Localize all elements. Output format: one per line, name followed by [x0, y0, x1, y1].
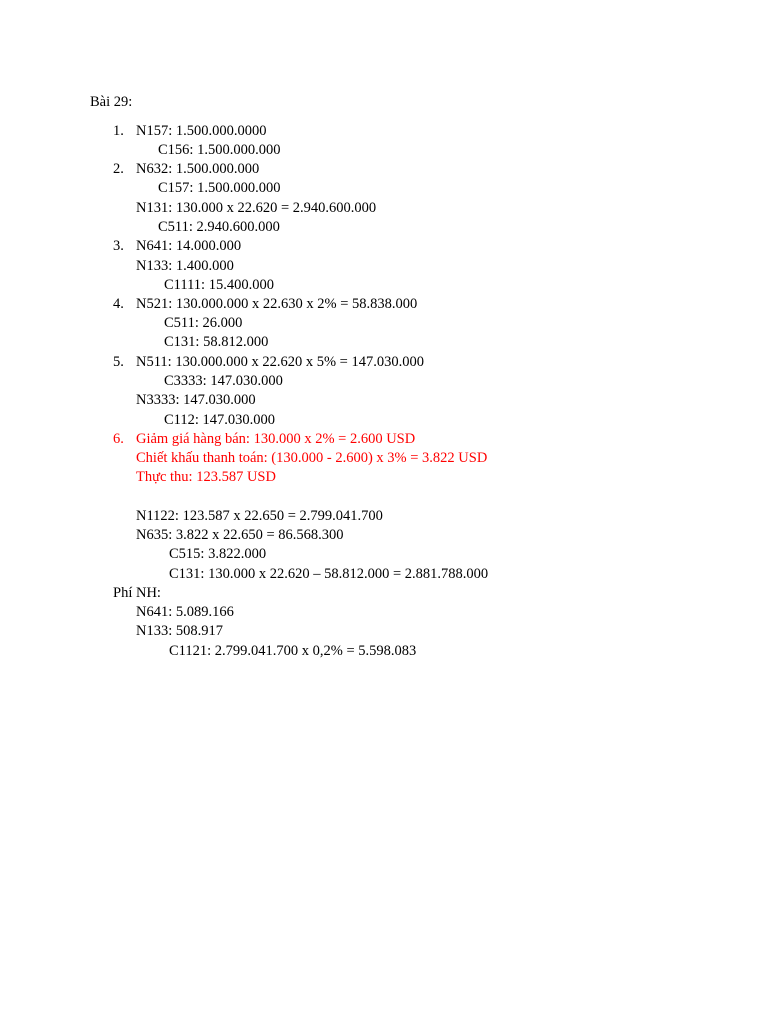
debit-entry: N511: 130.000.000 x 22.620 x 5% = 147.030.000	[136, 354, 424, 370]
sales-discount-line: Giảm giá hàng bán: 130.000 x 2% = 2.600 USD	[136, 431, 416, 447]
item-number: 1.	[113, 123, 124, 139]
payment-discount-line: Chiết khấu thanh toán: (130.000 - 2.600) x 3% = 3.822 USD	[136, 450, 488, 466]
item-number: 3.	[113, 238, 124, 254]
document-title: Bài 29:	[90, 94, 133, 110]
credit-entry: C112: 147.030.000	[164, 412, 276, 428]
item-number: 2.	[113, 161, 124, 177]
credit-entry: C131: 58.812.000	[164, 334, 269, 350]
credit-entry: C157: 1.500.000.000	[158, 180, 281, 196]
debit-entry: N635: 3.822 x 22.650 = 86.568.300	[136, 527, 344, 543]
debit-entry: N131: 130.000 x 22.620 = 2.940.600.000	[136, 200, 377, 216]
debit-entry: N133: 1.400.000	[136, 258, 234, 274]
credit-entry: C1121: 2.799.041.700 x 0,2% = 5.598.083	[169, 643, 417, 659]
credit-entry: C3333: 147.030.000	[164, 373, 283, 389]
net-received-line: Thực thu: 123.587 USD	[136, 469, 276, 485]
bank-fee-label: Phí NH:	[113, 585, 161, 601]
debit-entry: N521: 130.000.000 x 22.630 x 2% = 58.838.000	[136, 296, 418, 312]
item-number: 5.	[113, 354, 124, 370]
debit-entry: N1122: 123.587 x 22.650 = 2.799.041.700	[136, 508, 383, 524]
credit-entry: C511: 26.000	[164, 315, 243, 331]
debit-entry: N641: 5.089.166	[136, 604, 234, 620]
item-number: 6.	[113, 431, 124, 447]
credit-entry: C511: 2.940.600.000	[158, 219, 280, 235]
credit-entry: C131: 130.000 x 22.620 – 58.812.000 = 2.881.788.000	[169, 566, 489, 582]
credit-entry: C156: 1.500.000.000	[158, 142, 281, 158]
item-number: 4.	[113, 296, 124, 312]
debit-entry: N641: 14.000.000	[136, 238, 242, 254]
debit-entry: N133: 508.917	[136, 623, 223, 639]
credit-entry: C515: 3.822.000	[169, 546, 267, 562]
debit-entry: N632: 1.500.000.000	[136, 161, 260, 177]
debit-entry: N3333: 147.030.000	[136, 392, 256, 408]
debit-entry: N157: 1.500.000.0000	[136, 123, 267, 139]
credit-entry: C1111: 15.400.000	[164, 277, 274, 293]
